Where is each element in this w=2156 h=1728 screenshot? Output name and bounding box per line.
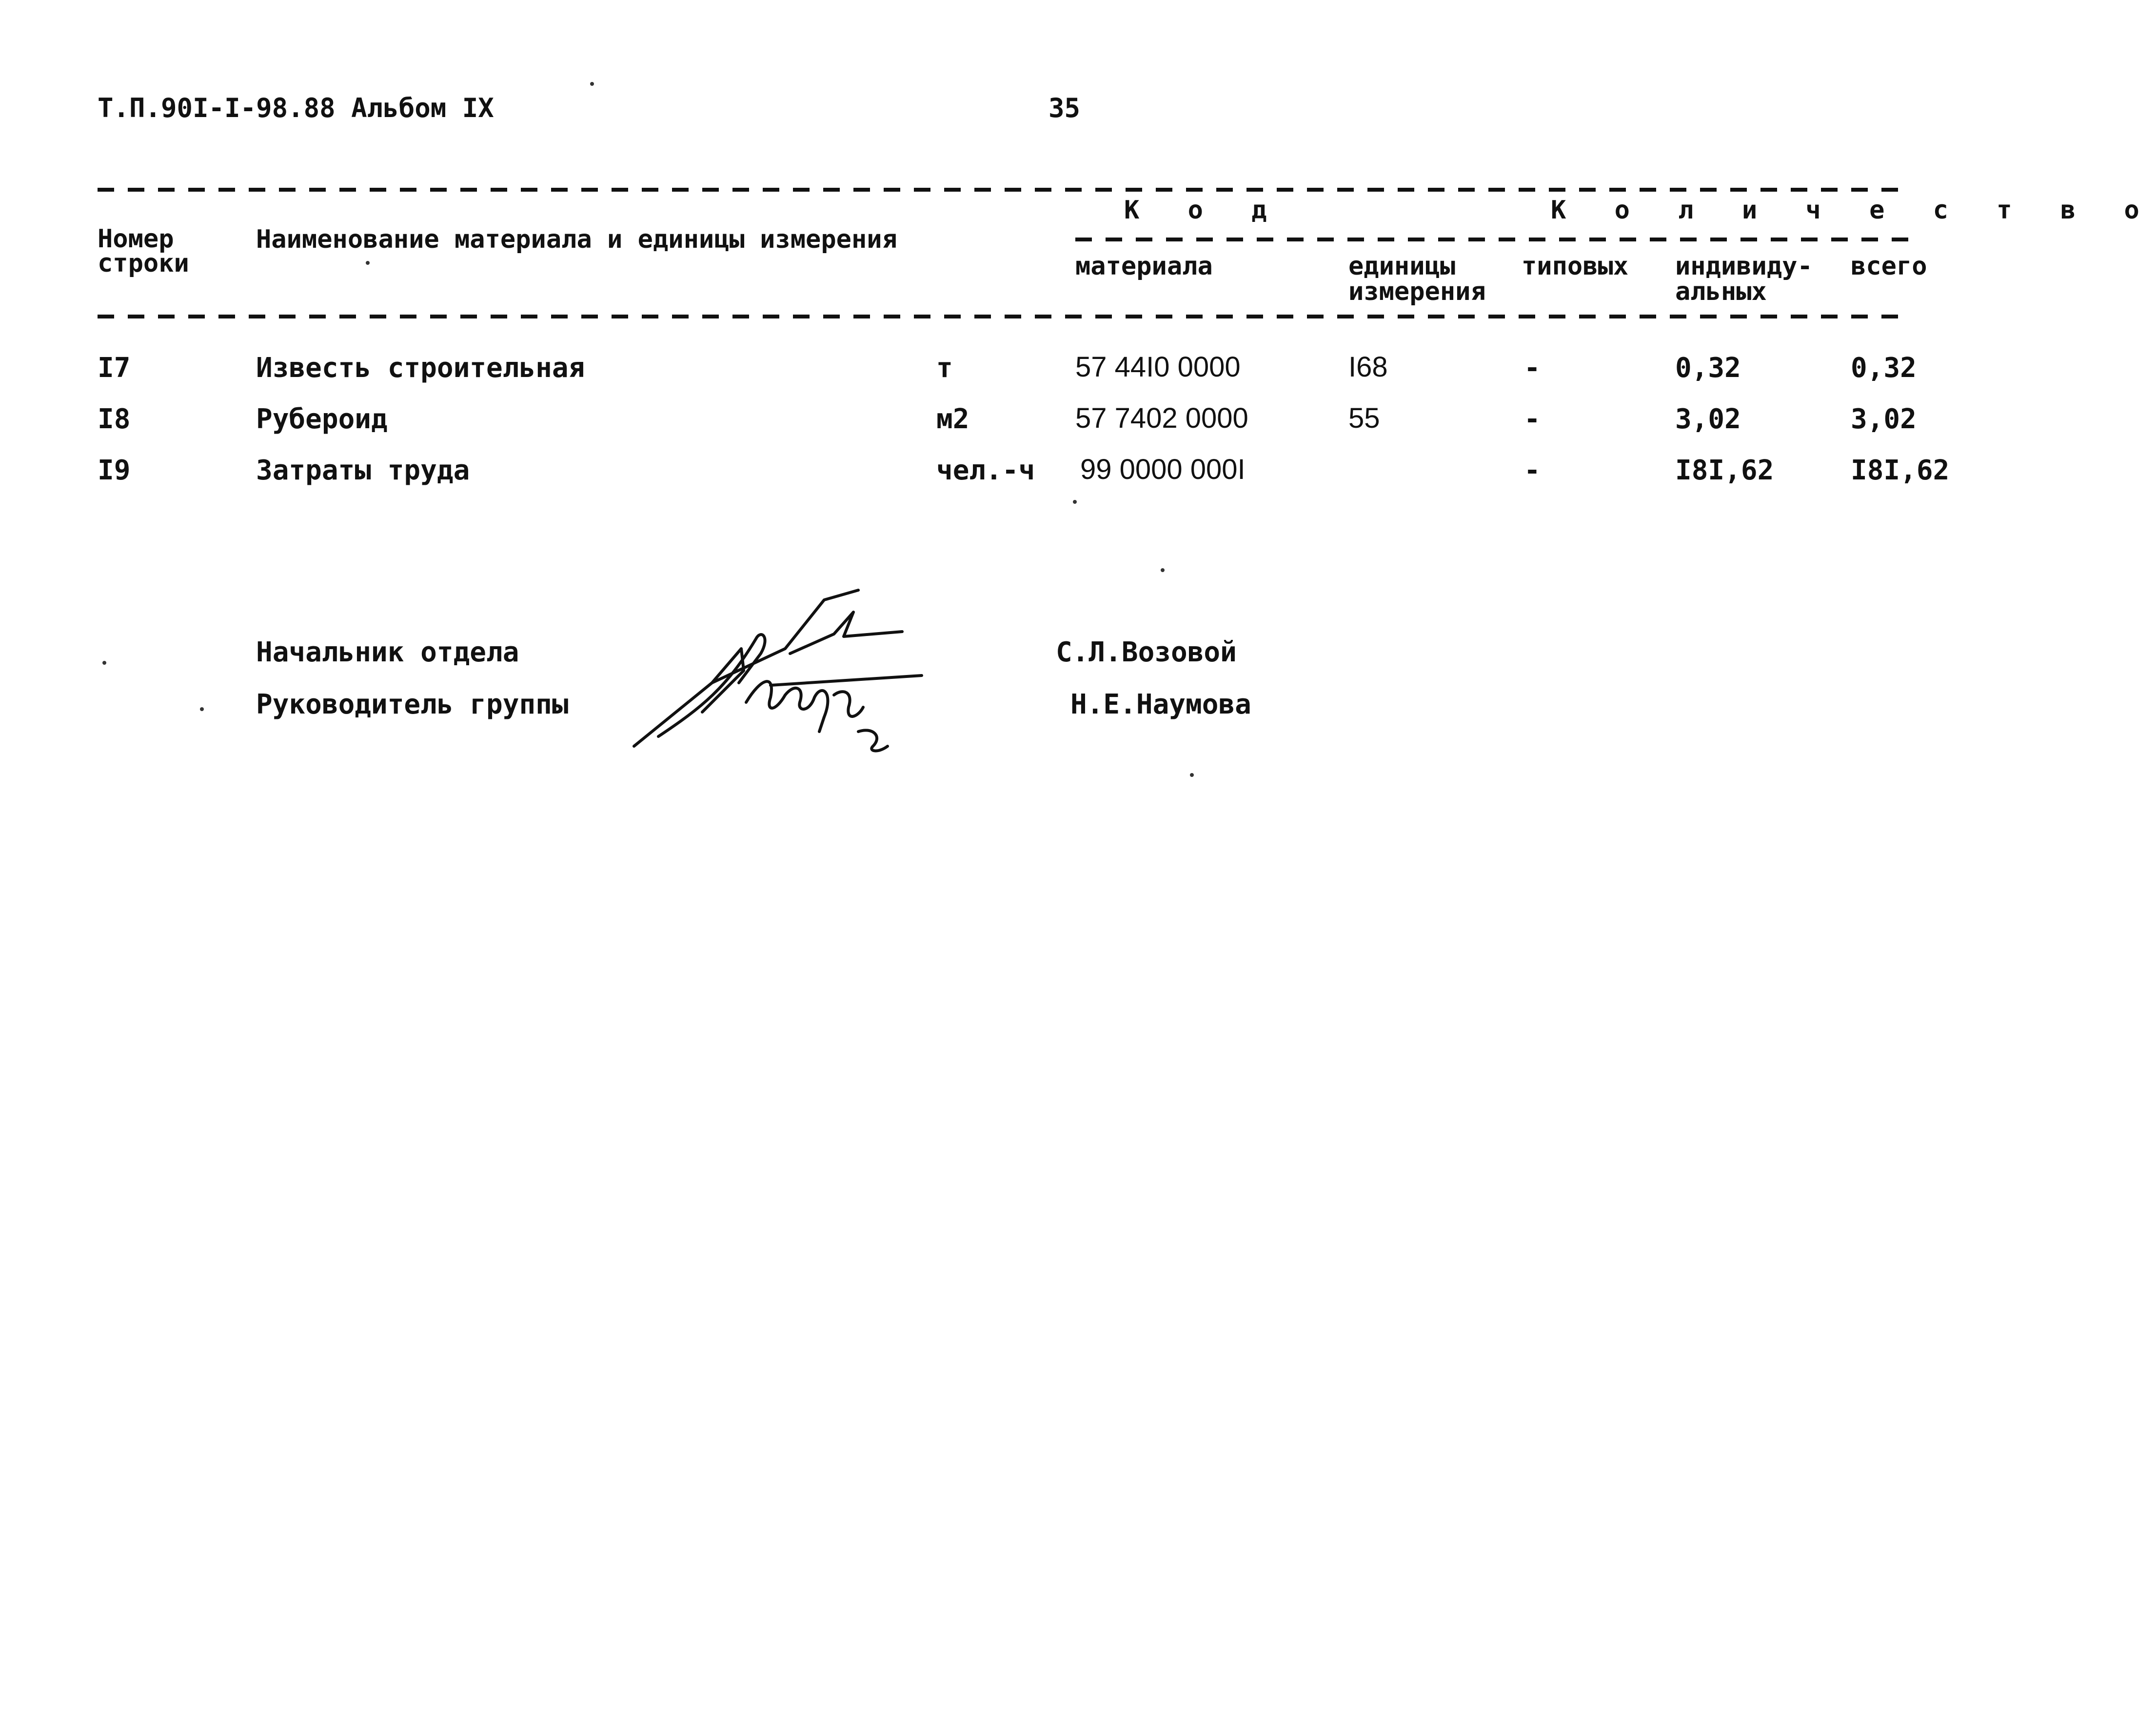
handwritten-signature-icon (629, 590, 990, 766)
column-header-name: Наименование материала и единицы измерения (256, 225, 897, 254)
cell-total: I8I,62 (1851, 455, 1950, 486)
scan-speck (102, 661, 106, 665)
cell-individual: 3,02 (1675, 403, 1741, 435)
document-title: Т.П.90I-I-98.88 Альбом IX (98, 93, 494, 123)
header-bottom-rule (98, 315, 1912, 318)
signature-name-group-leader: Н.Е.Наумова (1070, 689, 1251, 720)
cell-name: Известь строительная (256, 352, 585, 384)
column-group-quantity: К о л и ч е с т в о (1551, 196, 2156, 225)
column-header-row-number: Номер строки (98, 224, 189, 278)
group-divider-rule (1075, 238, 1912, 241)
column-header-individual-line1: индивиду- (1675, 252, 1813, 281)
column-header-typical: типовых (1522, 252, 1629, 281)
cell-individual: I8I,62 (1675, 455, 1774, 486)
table-top-rule (98, 188, 1912, 192)
column-header-individual-line2: альных (1675, 277, 1767, 306)
scan-speck (366, 261, 370, 265)
cell-unit: м2 (936, 403, 969, 435)
column-header-code-unit (1348, 254, 1486, 304)
column-header-individual (1675, 254, 1813, 304)
signature-name-department-head: С.Л.Возовой (1056, 636, 1237, 668)
signature-role-department-head: Начальник отдела (256, 636, 519, 668)
cell-code-material: 57 44I0 0000 (1075, 351, 1241, 383)
cell-typical: - (1524, 403, 1541, 435)
cell-typical: - (1524, 455, 1541, 486)
cell-name: Затраты труда (256, 455, 470, 486)
scan-speck (1161, 568, 1165, 572)
column-group-code: К о д (1124, 196, 1284, 225)
cell-row-number: I9 (98, 455, 131, 486)
column-header-code-unit-line2: измерения (1348, 277, 1486, 306)
page-number: 35 (1048, 93, 1081, 123)
cell-row-number: I8 (98, 403, 131, 435)
column-header-total: всего (1851, 252, 1927, 281)
cell-code-unit: 55 (1348, 402, 1380, 434)
column-header-code-material: материала (1075, 252, 1213, 281)
cell-typical: - (1524, 352, 1541, 384)
scan-speck (1190, 773, 1194, 777)
cell-total: 0,32 (1851, 352, 1917, 384)
cell-name: Рубероид (256, 403, 388, 435)
scan-speck (200, 707, 204, 711)
column-header-code-unit-line1: единицы (1348, 252, 1456, 281)
cell-individual: 0,32 (1675, 352, 1741, 384)
cell-unit: т (936, 352, 953, 384)
cell-code-unit: I68 (1348, 351, 1388, 383)
cell-total: 3,02 (1851, 403, 1917, 435)
signature-role-group-leader: Руководитель группы (256, 689, 569, 720)
scan-speck (590, 82, 594, 86)
cell-row-number: I7 (98, 352, 131, 384)
scan-speck (1073, 500, 1077, 504)
cell-unit: чел.-ч (936, 455, 1035, 486)
cell-code-material: 99 0000 000I (1080, 454, 1246, 485)
cell-code-material: 57 7402 0000 (1075, 402, 1248, 434)
